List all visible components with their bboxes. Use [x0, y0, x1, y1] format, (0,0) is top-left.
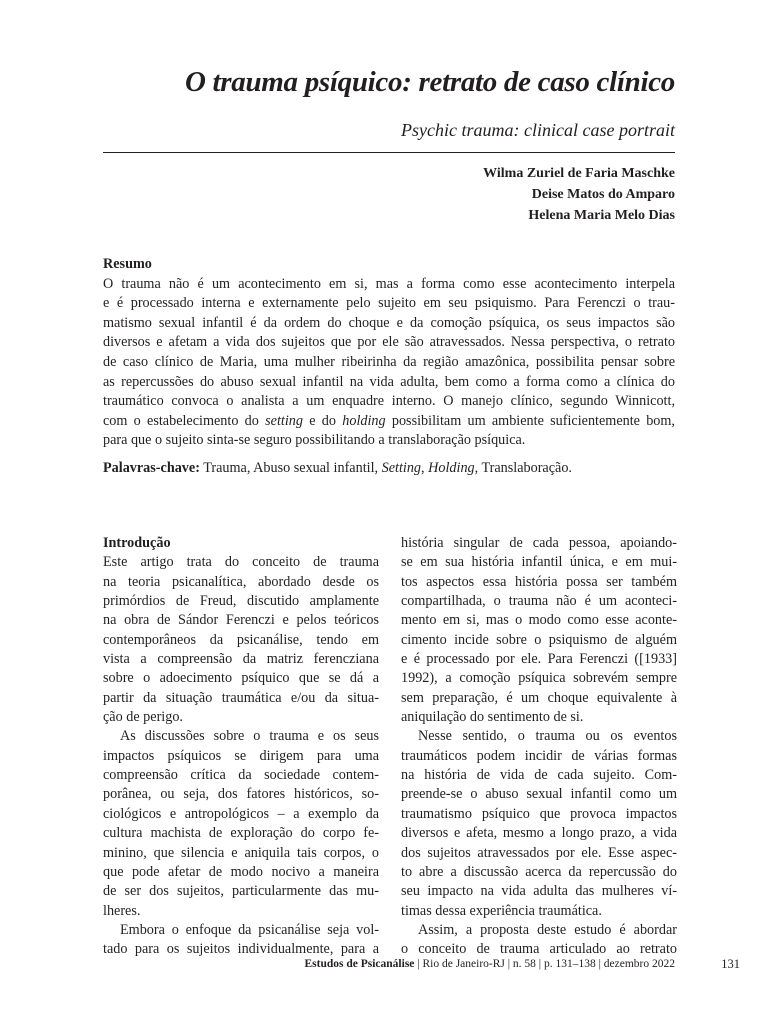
body-line: ção de perigo. — [103, 709, 183, 726]
body-line: mento em si, mas o modo como esse aconte- — [401, 612, 677, 629]
body-line: história singular de cada pessoa, apoiando- — [401, 535, 677, 551]
abstract-line: traumático convoca o analista a um enquadre interno. O manejo clínico, segundo Winnicott, — [103, 393, 675, 410]
body-line: preende-se o abuso sexual infantil como um — [401, 786, 677, 803]
running-footer — [0, 958, 675, 970]
article-title: O trauma psíquico: retrato de caso clínico — [184, 66, 675, 98]
abstract-line: O trauma não é um acontecimento em si, mas a forma como esse acontecimento interpela — [103, 275, 675, 292]
body-line: cimento incide sobre o psiquismo de alguém — [401, 631, 677, 648]
article-subtitle: Psychic trauma: clinical case portrait — [401, 120, 675, 140]
body-line: contemporâneos da psicanálise, tendo em — [103, 631, 379, 648]
body-line: se em sua história infantil única, e em mui- — [401, 554, 677, 571]
abstract-heading: Resumo — [103, 256, 152, 272]
author-name: Helena Maria Melo Dias — [528, 208, 675, 223]
body-line: to abre a discussão acerca da repercussão do — [401, 863, 677, 880]
left-column — [103, 534, 379, 960]
body-line: o conceito de trauma articulado ao retrato — [401, 941, 677, 958]
body-line: As discussões sobre o trauma e os seus — [120, 728, 379, 745]
body-line: na história de vida de cada sujeito. Com- — [401, 767, 677, 784]
journal-name: Estudos de Psicanálise — [304, 958, 415, 970]
body-line: Assim, a proposta deste estudo é abordar — [418, 921, 677, 938]
body-line: na obra de Sándor Ferenczi e pelos teóricos — [103, 612, 379, 629]
publication-details: | Rio de Janeiro-RJ | n. 58 | p. 131–138 | dezembro 2022 — [414, 958, 675, 970]
body-line: Nesse sentido, o trauma ou os eventos — [418, 728, 677, 745]
body-line: sem preparação, é um choque equivalente à — [401, 689, 677, 706]
body-line: sobre o adoecimento psíquico que se dá a — [103, 670, 379, 687]
abstract-section — [103, 255, 675, 451]
body-line: tos aspectos essa história possa ser também — [401, 573, 677, 590]
body-line: traumáticos podem incidir de várias formas — [401, 747, 677, 764]
body-line: seu impacto na vida adulta das mulheres ví- — [401, 883, 677, 900]
body-line: traumatismo psíquico que provoca impactos — [401, 805, 677, 822]
body-line: ciológicos e antropológicos – a exemplo da — [103, 805, 379, 822]
author-name: Wilma Zuriel de Faria Maschke — [483, 166, 675, 181]
abstract-line: de caso clínico de Maria, uma mulher ribeirinha da região amazônica, possibilita pensar sobre — [103, 353, 675, 370]
abstract-line: e é processado interna e externamente pelo sujeito em seu psiquismo. Para Ferenczi o trau- — [103, 295, 675, 312]
body-line: que pode afetar de modo nocivo a maneira — [103, 863, 379, 880]
body-line: primórdios de Freud, discutido amplamente — [103, 593, 379, 610]
author-list — [483, 163, 675, 226]
author-name: Deise Matos do Amparo — [531, 187, 675, 202]
keyword-holding: Holding — [428, 460, 475, 476]
body-line: minino, que silencia e aniquila tais corpos, o — [103, 844, 379, 861]
keyword-setting: Setting — [381, 460, 422, 476]
title-divider — [103, 152, 675, 153]
body-line: e é processado por ele. Para Ferenczi ([1933] — [401, 651, 677, 668]
abstract-line: diversos e afetam a vida dos sujeitos que por ele são atravessados. Nessa perspectiva, o retrato — [103, 334, 675, 351]
body-line: diversos e afeta, mesmo a longo prazo, a vida — [401, 825, 677, 842]
body-line: compreensão crítica da sociedade contem- — [103, 767, 379, 784]
abstract-line: com o estabelecimento do setting e do holding possibilitam um ambiente suficientemente bom, — [103, 412, 675, 429]
holding-term: holding — [342, 412, 386, 429]
body-line: porânea, ou seja, dos fatores históricos, so- — [103, 786, 379, 803]
section-heading-introducao: Introdução — [103, 535, 171, 551]
abstract-line: matismo sexual infantil é da ordem do choque e da comoção psíquica, os seus impactos são — [103, 314, 675, 331]
body-line: aniquilação do sentimento de si. — [401, 709, 584, 726]
abstract-line: para que o sujeito sinta-se seguro possibilitando a translaboração psíquica. — [103, 432, 526, 449]
body-line: cultura machista de exploração do corpo fe- — [103, 825, 379, 842]
right-column — [401, 534, 677, 960]
body-line: de ser dos sujeitos, particularmente das mu- — [103, 883, 379, 900]
page-number: 131 — [721, 957, 740, 971]
body-line: Embora o enfoque da psicanálise seja vol- — [120, 921, 379, 938]
body-line: impactos psíquicos se dirigem para uma — [103, 747, 379, 764]
keywords-label: Palavras-chave: — [103, 460, 200, 476]
body-line: partir da situação traumática e/ou da situa- — [103, 689, 379, 706]
body-line: 1992), a comoção psíquica sobrevém sempre — [401, 670, 677, 687]
body-line: lheres. — [103, 902, 141, 919]
body-line: compartilhada, o trauma não é um aconteci- — [401, 593, 677, 610]
body-line: dos sujeitos atravessados por ele. Esse aspec- — [401, 844, 677, 861]
setting-term: setting — [265, 412, 303, 429]
body-line: Este artigo trata do conceito de trauma — [103, 554, 379, 571]
abstract-line: as repercussões do abuso sexual infantil na vida adulta, bem como a forma como a clínica do — [103, 373, 675, 390]
body-line: na teoria psicanalítica, abordado desde os — [103, 573, 379, 590]
body-line: tado para os sujeitos individualmente, para a — [103, 941, 379, 958]
keywords: Palavras-chave: Trauma, Abuso sexual infantil, Setting, Holding, Translaboração. — [103, 460, 572, 476]
abstract-body — [103, 275, 675, 451]
body-line: vista a compreensão da matriz ferencziana — [103, 651, 379, 668]
body-line: timas dessa experiência traumática. — [401, 902, 602, 919]
